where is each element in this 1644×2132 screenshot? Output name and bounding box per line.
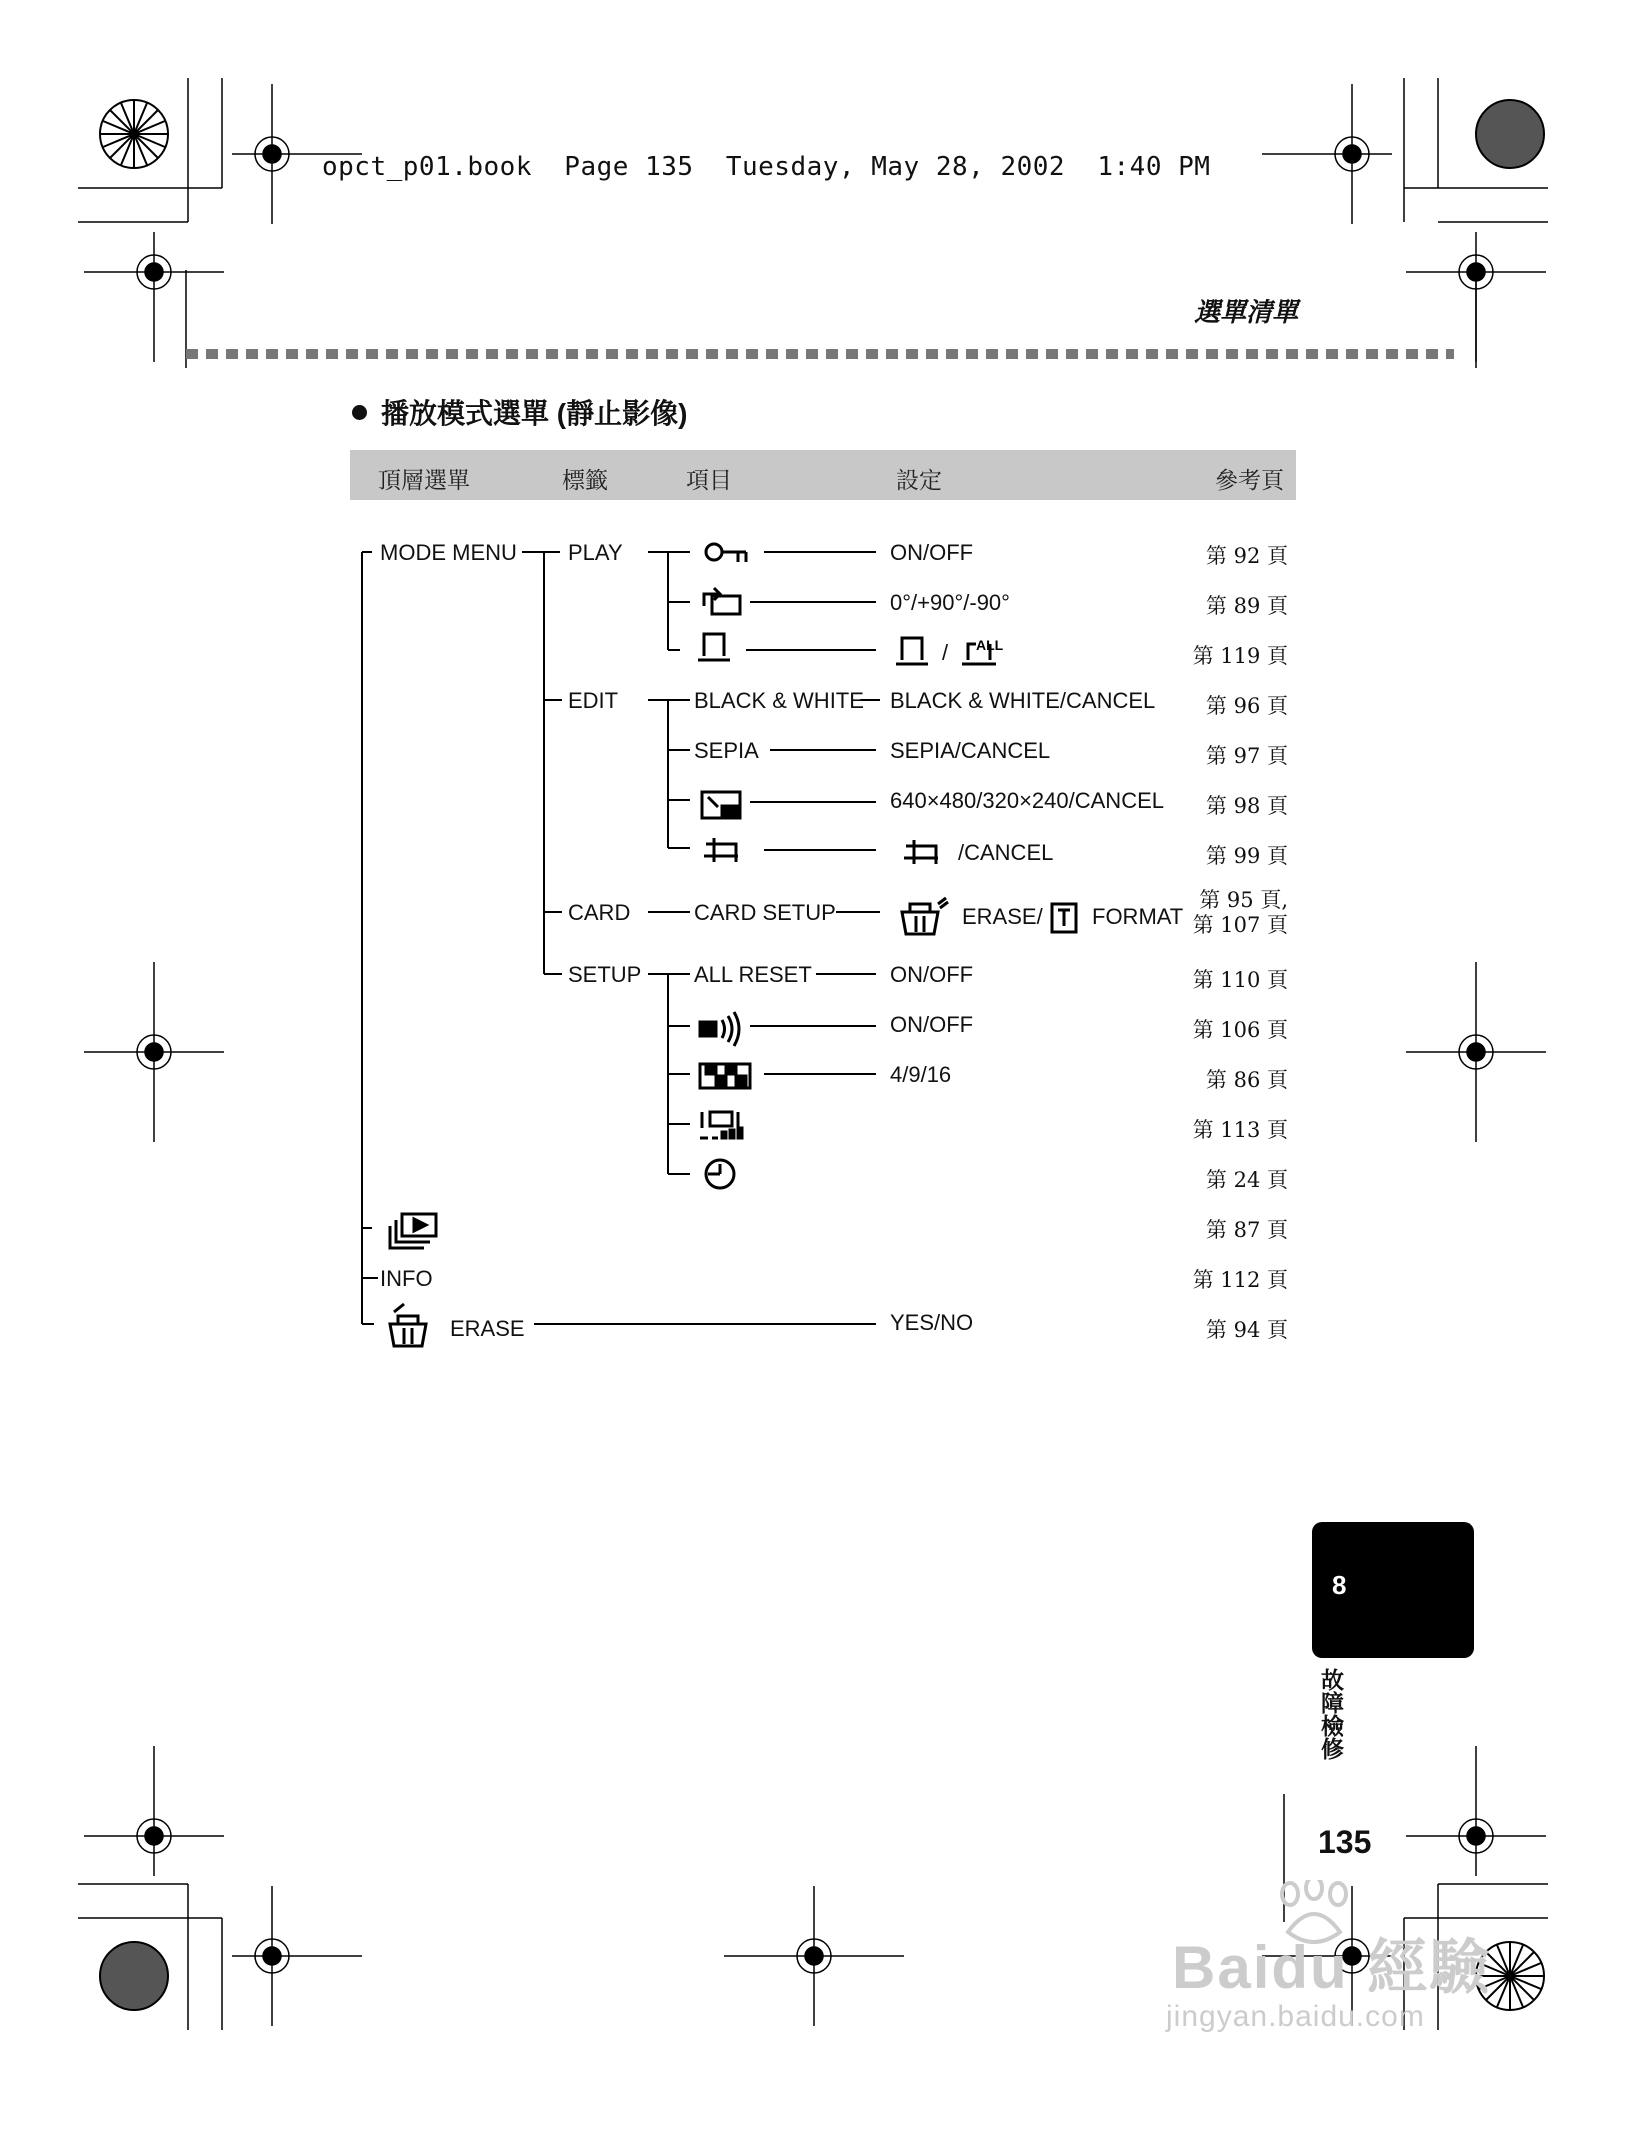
col-item: 項目 — [686, 467, 732, 493]
col-top-menu: 頂層選單 — [378, 467, 470, 493]
ref-erase: 第 94 頁 — [1205, 1318, 1288, 1342]
ref-info: 第 112 頁 — [1192, 1268, 1288, 1292]
setting-card-erase: ERASE/ — [962, 904, 1043, 929]
col-ref-page: 參考頁 — [1215, 467, 1284, 493]
setting-beep: ON/OFF — [890, 1012, 974, 1037]
ref-monitor: 第 113 頁 — [1192, 1118, 1288, 1142]
page-number: 135 — [1318, 1824, 1372, 1860]
col-setting: 設定 — [896, 467, 942, 493]
clock-icon — [706, 1160, 734, 1188]
chapter-label: 故障檢修 — [1318, 1668, 1344, 1760]
tree-info: INFO — [380, 1266, 433, 1291]
print-header: opct_p01.book Page 135 Tuesday, May 28, 2002 1:40 PM — [322, 152, 1211, 182]
ref-protect: 第 92 頁 — [1205, 544, 1288, 568]
setting-card-format: FORMAT — [1092, 904, 1184, 929]
ref-card-b: 第 107 頁 — [1192, 913, 1288, 937]
tree-card: CARD — [568, 900, 631, 925]
print-settings-icon — [896, 638, 928, 664]
ref-rotation: 第 89 頁 — [1205, 594, 1288, 618]
setting-sepia: SEPIA/CANCEL — [890, 738, 1051, 763]
col-tab: 標籤 — [562, 467, 608, 493]
ref-card-a: 第 95 頁, — [1199, 888, 1288, 912]
ref-resize: 第 98 頁 — [1205, 794, 1288, 818]
menu-heading-text: 播放模式選單 (靜止影像) — [381, 398, 688, 429]
ref-index: 第 86 頁 — [1205, 1068, 1288, 1092]
slideshow-icon — [390, 1214, 436, 1248]
tree-black-white: BLACK & WHITE — [694, 688, 864, 713]
beep-icon — [700, 1012, 739, 1046]
setting-erase: YES/NO — [890, 1310, 974, 1335]
setting-rotation: 0°/+90°/-90° — [890, 590, 1010, 615]
setting-bw: BLACK & WHITE/CANCEL — [890, 688, 1156, 713]
tree-edit: EDIT — [568, 688, 619, 713]
chapter-number: 8 — [1332, 1570, 1347, 1600]
watermark-url: jingyan.baidu.com — [1166, 2000, 1425, 2033]
watermark-logo: Baidu 經驗 — [1172, 1934, 1492, 2001]
setting-protect: ON/OFF — [890, 540, 974, 565]
tree-card-setup: CARD SETUP — [694, 900, 836, 925]
setting-all-reset: ON/OFF — [890, 962, 974, 987]
ref-card — [1193, 888, 1288, 938]
ref-slideshow: 第 87 頁 — [1205, 1218, 1288, 1242]
ref-beep: 第 106 頁 — [1192, 1018, 1288, 1042]
chapter-tab — [1312, 1522, 1474, 1658]
tree-play: PLAY — [568, 540, 623, 565]
resize-icon — [702, 792, 740, 818]
all-label: ALL — [976, 637, 1004, 653]
format-icon — [1052, 904, 1076, 932]
trim-setting-icon — [904, 840, 938, 864]
key-icon — [706, 544, 746, 562]
ref-sepia: 第 97 頁 — [1205, 744, 1288, 768]
setting-trim: /CANCEL — [958, 840, 1054, 865]
setting-resize: 640×480/320×240/CANCEL — [890, 788, 1164, 813]
tree-mode-menu: MODE MENU — [380, 540, 517, 565]
monitor-brightness-icon — [700, 1112, 742, 1138]
setting-index: 4/9/16 — [890, 1062, 952, 1087]
index-display-icon — [700, 1064, 750, 1088]
tree-sepia: SEPIA — [694, 738, 759, 763]
section-title: 選單清單 — [1193, 297, 1298, 327]
tree-all-reset: ALL RESET — [694, 962, 812, 987]
setting-print-slash: / — [942, 640, 949, 665]
tree-setup: SETUP — [568, 962, 642, 987]
ref-bw: 第 96 頁 — [1205, 694, 1288, 718]
ref-clock: 第 24 頁 — [1205, 1168, 1288, 1192]
trim-icon — [704, 838, 738, 862]
erase-trash-icon — [390, 1304, 426, 1346]
print-icon — [698, 634, 730, 660]
rotate-icon — [704, 588, 740, 614]
ref-all-reset: 第 110 頁 — [1192, 968, 1288, 992]
ref-trim: 第 99 頁 — [1205, 844, 1288, 868]
trash-icon — [902, 898, 948, 934]
ref-print: 第 119 頁 — [1192, 644, 1288, 668]
tree-erase: ERASE — [450, 1316, 525, 1341]
